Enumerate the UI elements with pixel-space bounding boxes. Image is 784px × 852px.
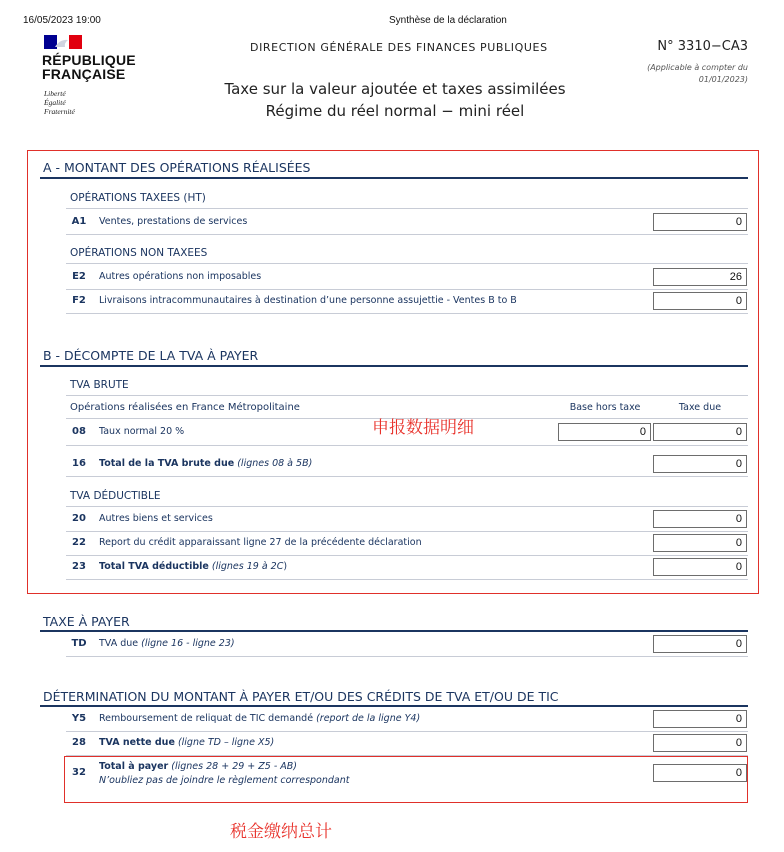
operations-taxees-title: OPÉRATIONS TAXEES (HT) — [70, 192, 206, 204]
republique-francaise-wordmark: RÉPUBLIQUE FRANÇAISE — [42, 52, 136, 82]
code-22: 22 — [72, 537, 86, 548]
label-td: TVA due (ligne 16 - ligne 23) — [99, 638, 235, 649]
marianne-flag-logo — [44, 35, 82, 49]
form-subtitle: Régime du réel normal − mini réel — [265, 102, 525, 120]
input-08-base[interactable]: 0 — [558, 423, 651, 441]
input-td[interactable]: 0 — [653, 635, 747, 653]
tva-brute-title: TVA BRUTE — [70, 379, 129, 391]
applicable-date: (Applicable à compter du 01/01/2023) — [647, 63, 748, 84]
operations-non-taxees-title: OPÉRATIONS NON TAXEES — [70, 247, 208, 259]
input-a1[interactable]: 0 — [653, 213, 747, 231]
input-y5[interactable]: 0 — [653, 710, 747, 728]
code-20: 20 — [72, 513, 86, 524]
code-e2: E2 — [72, 271, 86, 282]
section-b-title: B - DÉCOMPTE DE LA TVA À PAYER — [43, 348, 259, 363]
label-20: Autres biens et services — [99, 513, 213, 524]
section-a-title: A - MONTANT DES OPÉRATIONS RÉALISÉES — [43, 160, 311, 175]
input-32[interactable]: 0 — [653, 764, 747, 782]
input-23[interactable]: 0 — [653, 558, 747, 576]
label-08: Taux normal 20 % — [99, 426, 185, 437]
determination-title: DÉTERMINATION DU MONTANT À PAYER ET/OU DES CRÉDITS DE TVA ET/OU DE TIC — [43, 689, 559, 704]
annotation-total: 税金缴纳总计 — [230, 822, 332, 842]
section-b-rule — [40, 365, 748, 367]
label-a1: Ventes, prestations de services — [99, 216, 248, 227]
code-28: 28 — [72, 737, 86, 748]
tva-deductible-title: TVA DÉDUCTIBLE — [70, 490, 161, 502]
col-base-hors-taxe: Base hors taxe — [569, 402, 641, 413]
col-taxe-due: Taxe due — [678, 402, 722, 413]
annotation-detail: 申报数据明细 — [372, 418, 474, 438]
input-f2[interactable]: 0 — [653, 292, 747, 310]
label-28: TVA nette due (ligne TD – ligne X5) — [99, 737, 275, 748]
label-e2: Autres opérations non imposables — [99, 271, 262, 282]
code-td: TD — [71, 638, 87, 649]
taxe-a-payer-title: TAXE À PAYER — [43, 614, 130, 629]
input-16[interactable]: 0 — [653, 455, 747, 473]
code-y5: Y5 — [71, 713, 87, 724]
form-number: N° 3310−CA3 — [657, 39, 748, 54]
code-a1: A1 — [71, 216, 87, 227]
motto: Liberté Égalité Fraternité — [44, 89, 75, 116]
code-32: 32 — [72, 767, 86, 778]
determination-rule — [40, 705, 748, 707]
print-datetime: 16/05/2023 19:00 — [23, 15, 101, 26]
operations-france-title: Opérations réalisées en France Métropolitaine — [70, 402, 300, 413]
taxe-a-payer-rule — [40, 630, 748, 632]
input-28[interactable]: 0 — [653, 734, 747, 752]
label-32: Total à payer (lignes 28 + 29 + Z5 - AB) — [99, 761, 298, 772]
dgfip-heading: DIRECTION GÉNÉRALE DES FINANCES PUBLIQUES — [250, 41, 548, 54]
print-doc-title: Synthèse de la déclaration — [389, 15, 507, 26]
label-23: Total TVA déductible (lignes 19 à 2C) — [99, 561, 288, 572]
label-f2: Livraisons intracommunautaires à destination d’une personne assujettie - Ventes B to B — [99, 295, 517, 306]
payment-note: N’oubliez pas de joindre le règlement correspondant — [99, 775, 350, 786]
code-23: 23 — [72, 561, 86, 572]
section-a-rule — [40, 177, 748, 179]
code-08: 08 — [72, 426, 86, 437]
form-title: Taxe sur la valeur ajoutée et taxes assimilées — [224, 80, 566, 98]
input-20[interactable]: 0 — [653, 510, 747, 528]
input-08-taxe[interactable]: 0 — [653, 423, 747, 441]
code-f2: F2 — [72, 295, 86, 306]
input-22[interactable]: 0 — [653, 534, 747, 552]
input-e2[interactable]: 26 — [653, 268, 747, 286]
label-16: Total de la TVA brute due (lignes 08 à 5B) — [99, 458, 313, 469]
label-y5: Remboursement de reliquat de TIC demandé (report de la ligne Y4) — [99, 713, 421, 724]
label-22: Report du crédit apparaissant ligne 27 de la précédente déclaration — [99, 537, 422, 548]
code-16: 16 — [72, 458, 86, 469]
